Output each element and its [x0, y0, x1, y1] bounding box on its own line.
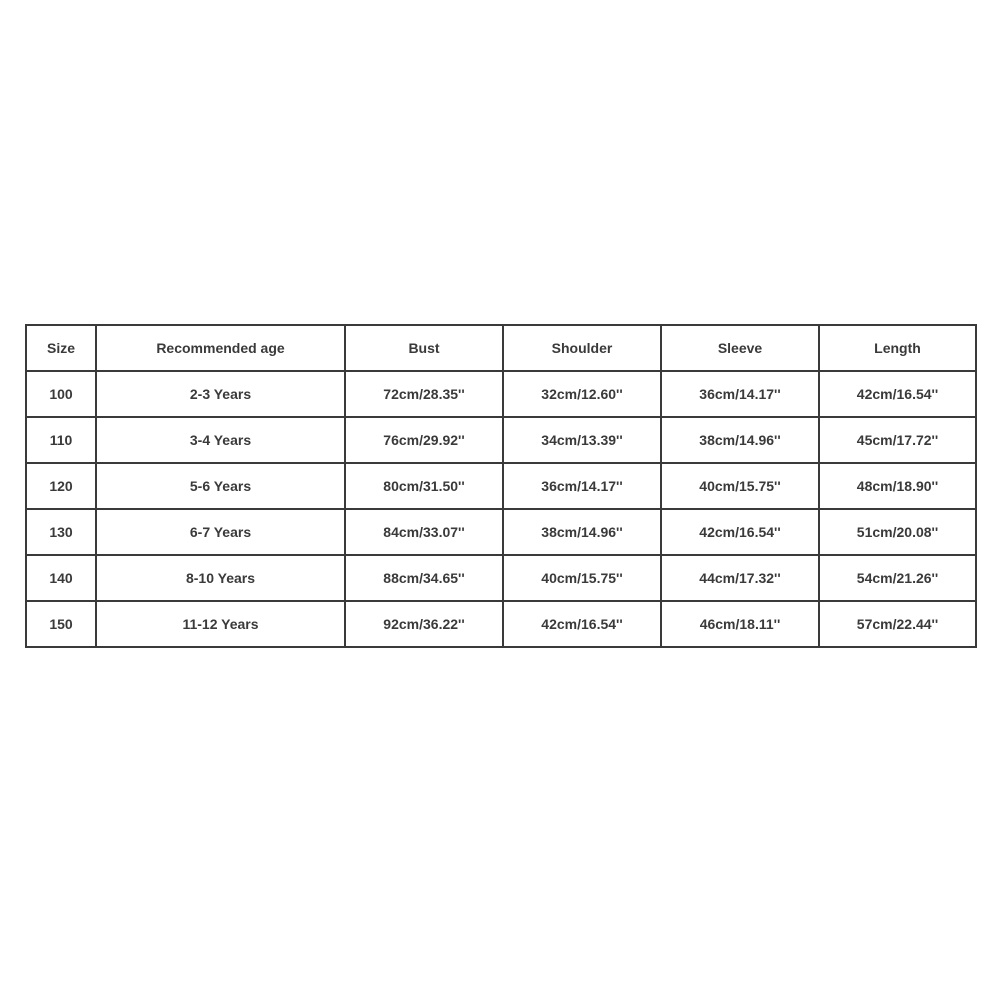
- cell-shoulder: 34cm/13.39'': [503, 417, 661, 463]
- cell-bust: 80cm/31.50'': [345, 463, 503, 509]
- cell-bust: 88cm/34.65'': [345, 555, 503, 601]
- header-cell-shoulder: Shoulder: [503, 325, 661, 371]
- cell-recommended-age: 5-6 Years: [96, 463, 345, 509]
- cell-length: 42cm/16.54'': [819, 371, 976, 417]
- cell-size: 130: [26, 509, 96, 555]
- header-cell-sleeve: Sleeve: [661, 325, 819, 371]
- cell-size: 150: [26, 601, 96, 647]
- cell-size: 140: [26, 555, 96, 601]
- cell-length: 54cm/21.26'': [819, 555, 976, 601]
- cell-sleeve: 42cm/16.54'': [661, 509, 819, 555]
- cell-shoulder: 42cm/16.54'': [503, 601, 661, 647]
- cell-sleeve: 44cm/17.32'': [661, 555, 819, 601]
- cell-size: 110: [26, 417, 96, 463]
- size-chart-header: [26, 325, 976, 371]
- table-row: [26, 555, 976, 601]
- cell-sleeve: 38cm/14.96'': [661, 417, 819, 463]
- cell-bust: 72cm/28.35'': [345, 371, 503, 417]
- table-row: [26, 601, 976, 647]
- header-cell-recommended-age: Recommended age: [96, 325, 345, 371]
- table-row: [26, 509, 976, 555]
- cell-length: 57cm/22.44'': [819, 601, 976, 647]
- header-cell-bust: Bust: [345, 325, 503, 371]
- cell-size: 100: [26, 371, 96, 417]
- cell-recommended-age: 6-7 Years: [96, 509, 345, 555]
- cell-length: 48cm/18.90'': [819, 463, 976, 509]
- header-cell-length: Length: [819, 325, 976, 371]
- header-cell-size: Size: [26, 325, 96, 371]
- cell-recommended-age: 8-10 Years: [96, 555, 345, 601]
- cell-recommended-age: 2-3 Years: [96, 371, 345, 417]
- size-chart-body: [26, 371, 976, 647]
- cell-shoulder: 38cm/14.96'': [503, 509, 661, 555]
- table-row: [26, 371, 976, 417]
- cell-bust: 84cm/33.07'': [345, 509, 503, 555]
- cell-bust: 92cm/36.22'': [345, 601, 503, 647]
- cell-length: 45cm/17.72'': [819, 417, 976, 463]
- cell-sleeve: 36cm/14.17'': [661, 371, 819, 417]
- cell-shoulder: 32cm/12.60'': [503, 371, 661, 417]
- cell-shoulder: 40cm/15.75'': [503, 555, 661, 601]
- cell-recommended-age: 3-4 Years: [96, 417, 345, 463]
- cell-recommended-age: 11-12 Years: [96, 601, 345, 647]
- table-row: [26, 417, 976, 463]
- cell-length: 51cm/20.08'': [819, 509, 976, 555]
- cell-shoulder: 36cm/14.17'': [503, 463, 661, 509]
- cell-sleeve: 40cm/15.75'': [661, 463, 819, 509]
- header-row: [26, 325, 976, 371]
- cell-bust: 76cm/29.92'': [345, 417, 503, 463]
- cell-sleeve: 46cm/18.11'': [661, 601, 819, 647]
- table-row: [26, 463, 976, 509]
- cell-size: 120: [26, 463, 96, 509]
- size-chart-table: [25, 324, 977, 648]
